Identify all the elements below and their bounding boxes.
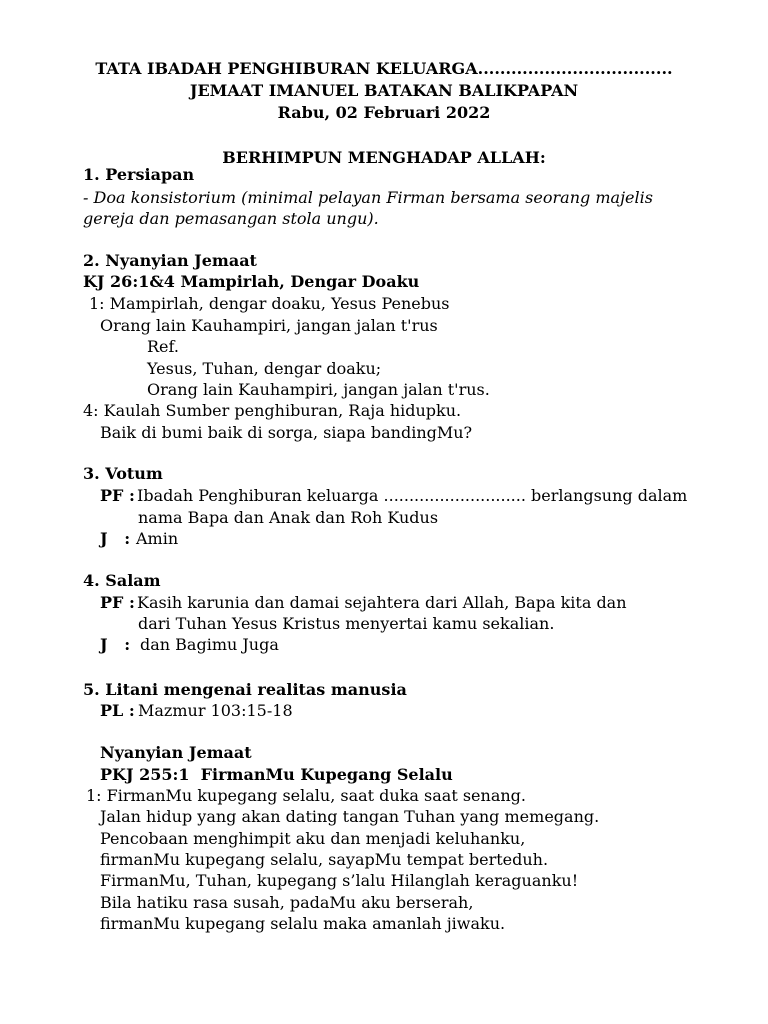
litani-heading: 5. Litani mengenai realitas manusia [83,680,407,699]
persiapan-line-2: gereja dan pemasangan stola ungu). [83,209,379,228]
litani-pl-text: Mazmur 103:15-18 [138,701,293,720]
nyanyian-verse-1-line-2: Orang lain Kauhampiri, jangan jalan t'rus [100,316,438,335]
nyanyian-refrain-line-2: Orang lain Kauhampiri, jangan jalan t'rus. [147,380,490,399]
header-congregation: JEMAAT IMANUEL BATAKAN BALIKPAPAN [189,81,579,100]
persiapan-heading: 1. Persiapan [83,165,195,184]
nyanyian-song-title: KJ 26:1&4 Mampirlah, Dengar Doaku [83,272,420,291]
nyanyian-verse-1-line-1: 1: Mampirlah, dengar doaku, Yesus Penebus [89,294,450,313]
nyanyian-2-line-4: firmanMu kupegang selalu, sayapMu tempat berteduh. [100,850,549,869]
nyanyian-2-line-1: 1: FirmanMu kupegang selalu, saat duka saat senang. [86,786,526,805]
persiapan-line-1: - Doa konsistorium (minimal pelayan Firman bersama seorang majelis [83,188,653,207]
votum-pf-label: PF : [100,486,135,505]
nyanyian-2-song-title: PKJ 255:1 FirmanMu Kupegang Selalu [100,765,453,784]
salam-pf-line-2: dari Tuhan Yesus Kristus menyertai kamu sekalian. [138,614,555,633]
header-title: TATA IBADAH PENGHIBURAN KELUARGA................................... [95,59,673,78]
nyanyian-2-line-3: Pencobaan menghimpit aku dan menjadi keluhanku, [100,829,526,848]
nyanyian-2-line-2: Jalan hidup yang akan dating tangan Tuhan yang memegang. [100,807,600,826]
salam-j-text: dan Bagimu Juga [140,635,279,654]
nyanyian-verse-4-line-1: 4: Kaulah Sumber penghiburan, Raja hidupku. [83,401,462,420]
nyanyian-2-line-5: FirmanMu, Tuhan, kupegang s’lalu Hilanglah keraguanku! [100,871,579,890]
votum-heading: 3. Votum [83,464,163,483]
litani-pl-label: PL : [100,701,135,720]
nyanyian-verse-4-line-2: Baik di bumi baik di sorga, siapa bandingMu? [100,423,473,442]
nyanyian-2-line-7: firmanMu kupegang selalu maka amanlah jiwaku. [100,914,506,933]
votum-pf-line-2: nama Bapa dan Anak dan Roh Kudus [138,508,439,527]
section-title: BERHIMPUN MENGHADAP ALLAH: [222,148,546,167]
nyanyian-refrain-line-1: Yesus, Tuhan, dengar doaku; [147,359,382,378]
salam-j-label: J : [100,635,131,654]
votum-pf-line-1: Ibadah Penghiburan keluarga ............................ berlangsung dalam [137,486,688,505]
document-header [0,58,768,124]
nyanyian-2-heading: Nyanyian Jemaat [100,743,252,762]
header-date: Rabu, 02 Februari 2022 [277,103,491,122]
votum-j-text: Amin [136,529,179,548]
salam-heading: 4. Salam [83,571,161,590]
nyanyian-refrain-label: Ref. [147,337,179,356]
salam-pf-line-1: Kasih karunia dan damai sejahtera dari Allah, Bapa kita dan [137,593,627,612]
nyanyian-2-line-6: Bila hatiku rasa susah, padaMu aku berserah, [100,893,474,912]
votum-j-label: J : [100,529,131,548]
nyanyian-heading: 2. Nyanyian Jemaat [83,251,257,270]
salam-pf-label: PF : [100,593,135,612]
